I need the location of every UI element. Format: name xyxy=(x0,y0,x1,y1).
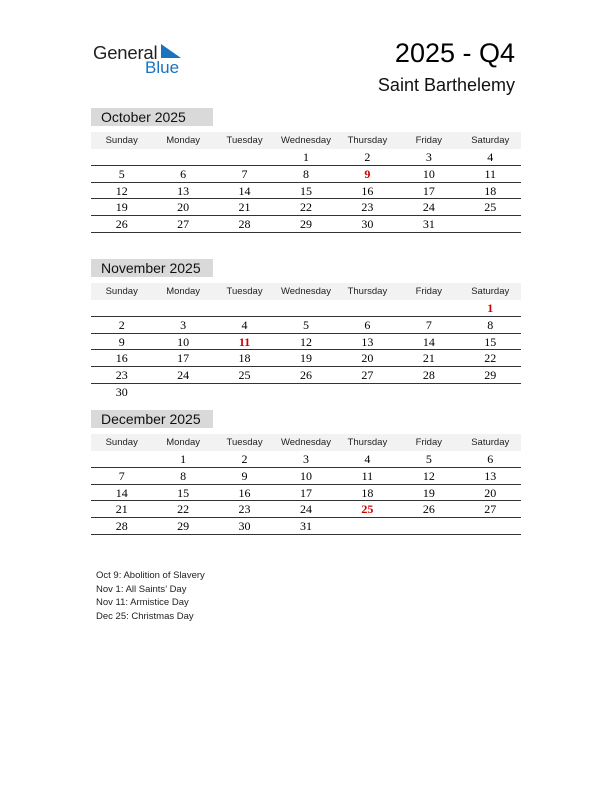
day-cell xyxy=(398,384,459,401)
day-cell: 30 xyxy=(361,217,374,232)
day-cell: 6 xyxy=(364,317,371,332)
weekday-label: Tuesday xyxy=(226,135,263,146)
day-cell xyxy=(337,384,398,401)
weekday-label: Saturday xyxy=(471,135,510,146)
weekday-label: Tuesday xyxy=(226,437,263,448)
day-cell: 27 xyxy=(361,368,374,383)
day-cell: 8 xyxy=(487,317,494,332)
day-cell: 25 xyxy=(484,200,497,215)
day-cell: 30 xyxy=(115,384,128,399)
week-row xyxy=(91,300,521,317)
month-header: October 2025 xyxy=(91,108,213,126)
day-cell xyxy=(460,518,521,534)
day-cell: 18 xyxy=(238,351,251,366)
weekday-label: Sunday xyxy=(105,437,138,448)
holiday-note: Oct 9: Abolition of Slavery xyxy=(96,570,205,581)
day-cell: 2 xyxy=(364,150,371,164)
day-cell: 21 xyxy=(115,502,128,517)
day-cell: 24 xyxy=(299,502,312,517)
holiday-note: Nov 11: Armistice Day xyxy=(96,597,189,608)
day-cell: 5 xyxy=(425,452,432,466)
weekday-header-row xyxy=(91,434,521,451)
day-cell: 11 xyxy=(361,468,374,483)
week-row xyxy=(91,468,521,485)
week-row xyxy=(91,501,521,518)
day-cell: 3 xyxy=(180,317,187,332)
week-row xyxy=(91,317,521,334)
day-cell xyxy=(214,149,275,165)
weekday-label: Saturday xyxy=(471,286,510,297)
day-cell: 7 xyxy=(425,317,432,332)
day-cell: 27 xyxy=(177,217,190,232)
week-row xyxy=(91,518,521,535)
day-cell: 1 xyxy=(487,301,494,315)
day-cell xyxy=(337,518,398,534)
day-cell: 15 xyxy=(484,334,497,349)
day-cell: 24 xyxy=(177,368,190,383)
weekday-label: Monday xyxy=(166,286,201,297)
day-cell: 26 xyxy=(299,368,312,383)
weekday-label: Monday xyxy=(166,437,201,448)
day-cell: 17 xyxy=(299,485,312,500)
day-cell: 19 xyxy=(422,485,435,500)
day-cell xyxy=(398,518,459,534)
day-cell xyxy=(152,300,213,316)
weekday-label: Sunday xyxy=(105,135,138,146)
day-cell: 1 xyxy=(302,150,309,164)
day-cell: 5 xyxy=(118,166,125,181)
day-cell xyxy=(460,216,521,232)
day-cell: 7 xyxy=(118,468,125,483)
page-title: 2025 - Q4 xyxy=(394,38,515,68)
day-cell: 23 xyxy=(115,368,128,383)
day-cell: 17 xyxy=(177,351,190,366)
day-cell: 8 xyxy=(180,468,187,483)
weekday-label: Friday xyxy=(415,286,443,297)
week-row xyxy=(91,216,521,233)
day-cell: 10 xyxy=(422,166,435,181)
day-cell: 4 xyxy=(364,452,371,466)
day-cell xyxy=(275,384,336,401)
day-cell: 21 xyxy=(238,200,251,215)
week-row xyxy=(91,384,521,401)
day-cell: 29 xyxy=(299,217,312,232)
day-cell: 12 xyxy=(115,183,128,198)
week-row xyxy=(91,183,521,200)
day-cell: 3 xyxy=(425,150,432,164)
day-cell: 13 xyxy=(177,183,190,198)
week-row xyxy=(91,451,521,468)
day-cell: 22 xyxy=(299,200,312,215)
day-cell: 19 xyxy=(115,200,128,215)
weekday-label: Monday xyxy=(166,135,201,146)
day-cell: 28 xyxy=(422,368,435,383)
day-cell: 29 xyxy=(177,519,190,534)
day-cell: 28 xyxy=(115,519,128,534)
day-cell: 23 xyxy=(361,200,374,215)
day-cell: 23 xyxy=(238,502,251,517)
week-row xyxy=(91,485,521,502)
day-cell: 15 xyxy=(299,183,312,198)
day-cell: 22 xyxy=(177,502,190,517)
day-cell: 19 xyxy=(299,351,312,366)
day-cell: 14 xyxy=(238,183,251,198)
logo xyxy=(93,42,193,78)
day-cell: 29 xyxy=(484,368,497,383)
day-cell: 18 xyxy=(484,183,497,198)
day-cell xyxy=(214,300,275,316)
day-cell xyxy=(152,384,213,401)
day-cell xyxy=(214,384,275,401)
month-header: December 2025 xyxy=(91,410,213,428)
day-cell: 5 xyxy=(302,317,309,332)
day-cell: 22 xyxy=(484,351,497,366)
day-cell xyxy=(275,300,336,316)
weekday-label: Saturday xyxy=(471,437,510,448)
week-row xyxy=(91,166,521,183)
day-cell: 20 xyxy=(177,200,190,215)
country-name: Saint Barthelemy xyxy=(377,75,515,95)
week-row xyxy=(91,199,521,216)
weekday-label: Friday xyxy=(415,437,443,448)
weekday-label: Tuesday xyxy=(226,286,263,297)
day-cell xyxy=(398,300,459,316)
day-cell: 2 xyxy=(118,317,125,332)
day-cell: 4 xyxy=(487,150,494,164)
day-cell: 16 xyxy=(361,183,374,198)
day-cell: 25 xyxy=(238,368,251,383)
weekday-label: Thursday xyxy=(347,135,388,146)
day-cell: 14 xyxy=(115,485,128,500)
day-cell: 6 xyxy=(180,166,187,181)
day-cell: 21 xyxy=(422,351,435,366)
day-cell: 9 xyxy=(118,334,125,349)
logo-triangle-icon xyxy=(161,44,183,60)
weekday-label: Thursday xyxy=(347,437,388,448)
day-cell xyxy=(91,300,152,316)
month-october xyxy=(91,108,521,233)
weekday-label: Friday xyxy=(415,135,443,146)
day-cell xyxy=(91,451,152,467)
holiday-notes xyxy=(96,569,205,623)
day-cell: 12 xyxy=(422,468,435,483)
day-cell: 20 xyxy=(361,351,374,366)
day-cell: 14 xyxy=(422,334,435,349)
weekday-label: Wednesday xyxy=(280,135,331,146)
day-cell: 2 xyxy=(241,452,248,466)
week-row xyxy=(91,334,521,351)
day-cell: 24 xyxy=(422,200,435,215)
logo-text-blue: Blue xyxy=(145,58,180,77)
month-november xyxy=(91,259,521,401)
day-cell: 30 xyxy=(238,519,251,534)
day-cell: 26 xyxy=(115,217,128,232)
day-cell xyxy=(91,149,152,165)
day-cell: 13 xyxy=(484,468,497,483)
day-cell: 12 xyxy=(299,334,312,349)
day-cell: 7 xyxy=(241,166,248,181)
week-row xyxy=(91,350,521,367)
day-cell: 26 xyxy=(422,502,435,517)
day-cell: 11 xyxy=(238,334,251,349)
week-row xyxy=(91,367,521,384)
day-cell: 17 xyxy=(422,183,435,198)
day-cell: 9 xyxy=(241,468,248,483)
day-cell: 31 xyxy=(299,519,312,534)
month-header: November 2025 xyxy=(91,259,213,277)
day-cell: 15 xyxy=(177,485,190,500)
day-cell: 16 xyxy=(115,351,128,366)
weekday-label: Thursday xyxy=(347,286,388,297)
holiday-note: Dec 25: Christmas Day xyxy=(96,610,194,622)
day-cell xyxy=(337,300,398,316)
weekday-header-row xyxy=(91,132,521,149)
day-cell: 4 xyxy=(241,317,248,332)
day-cell: 31 xyxy=(422,217,435,232)
logo-text-general: General xyxy=(93,42,158,63)
holiday-note: Nov 1: All Saints’ Day xyxy=(96,583,187,595)
day-cell: 10 xyxy=(299,468,312,483)
day-cell: 27 xyxy=(484,502,497,517)
day-cell: 9 xyxy=(364,166,371,181)
day-cell xyxy=(152,149,213,165)
day-cell: 1 xyxy=(180,452,187,466)
day-cell: 16 xyxy=(238,485,251,500)
weekday-label: Sunday xyxy=(105,286,138,297)
day-cell: 8 xyxy=(302,166,309,181)
week-row xyxy=(91,149,521,166)
weekday-label: Wednesday xyxy=(280,437,331,448)
weekday-header-row xyxy=(91,283,521,300)
day-cell: 18 xyxy=(361,485,374,500)
day-cell: 25 xyxy=(361,502,374,517)
day-cell: 6 xyxy=(487,452,494,466)
day-cell: 11 xyxy=(484,166,497,181)
day-cell: 20 xyxy=(484,485,497,500)
day-cell: 28 xyxy=(238,217,251,232)
day-cell: 10 xyxy=(177,334,190,349)
day-cell xyxy=(460,384,521,401)
month-december xyxy=(91,410,521,535)
weekday-label: Wednesday xyxy=(280,286,331,297)
day-cell: 13 xyxy=(361,334,374,349)
day-cell: 3 xyxy=(302,452,309,466)
